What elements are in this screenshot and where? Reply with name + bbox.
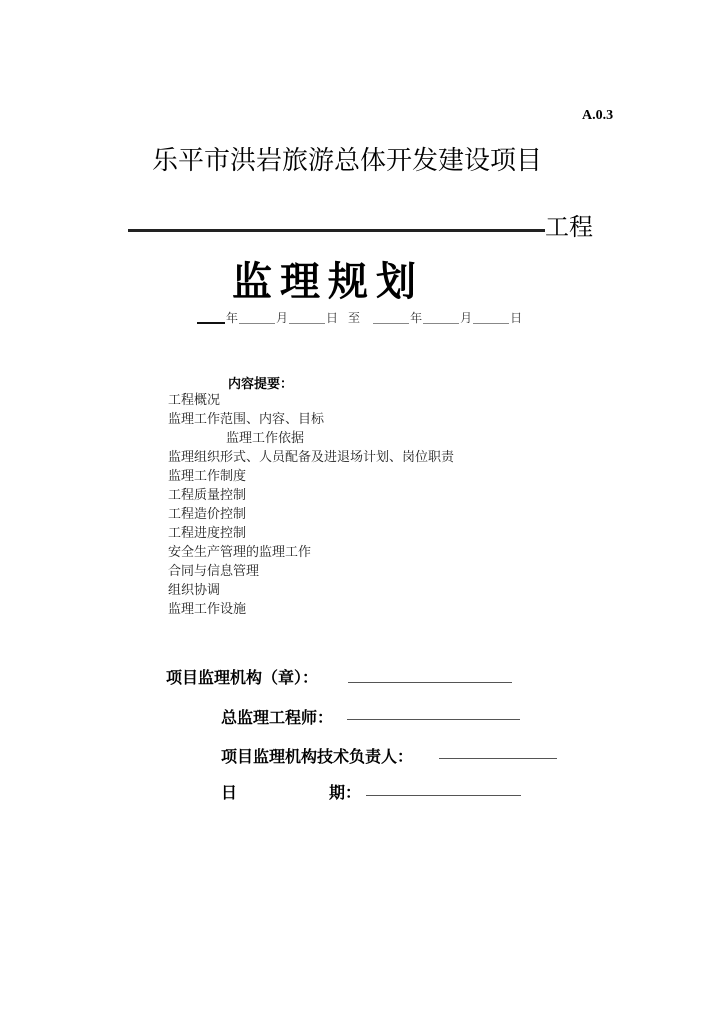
summary-item: 组织协调	[168, 583, 221, 598]
end-month-blank[interactable]	[423, 323, 459, 324]
summary-title: 内容提要：	[228, 377, 294, 392]
start-day-label: 日	[326, 311, 339, 325]
summary-item: 监理组织形式、人员配备及进退场计划、岗位职责	[168, 450, 455, 465]
org-seal-label: 项目监理机构（章）：	[166, 668, 319, 687]
start-day-blank[interactable]	[289, 323, 325, 324]
summary-item: 监理工作依据	[226, 431, 305, 446]
chief-engineer-label: 总监理工程师：	[221, 708, 334, 727]
summary-item: 监理工作设施	[168, 602, 247, 617]
start-month-blank[interactable]	[239, 323, 275, 324]
document-title: 监理规划	[232, 259, 424, 305]
summary-item: 工程进度控制	[168, 526, 247, 541]
summary-item: 合同与信息管理	[168, 564, 260, 579]
org-seal-blank[interactable]	[348, 682, 512, 683]
end-year-label: 年	[410, 311, 423, 325]
tech-lead-label: 项目监理机构技术负责人：	[221, 747, 414, 766]
summary-item: 监理工作制度	[168, 469, 247, 484]
to-label: 至	[348, 311, 361, 325]
date-label-period: 期：	[329, 783, 362, 802]
date-blank[interactable]	[366, 795, 521, 796]
start-year-label: 年	[226, 311, 239, 325]
summary-item: 工程造价控制	[168, 507, 247, 522]
tech-lead-blank[interactable]	[439, 758, 557, 759]
project-suffix: 工程	[545, 213, 593, 241]
project-name-blank-line[interactable]	[128, 229, 545, 232]
start-month-label: 月	[276, 311, 289, 325]
summary-item: 工程质量控制	[168, 488, 247, 503]
summary-list	[168, 391, 454, 619]
start-year-blank[interactable]	[197, 322, 225, 324]
date-label-day: 日	[221, 783, 238, 802]
end-year-blank[interactable]	[373, 323, 409, 324]
end-day-blank[interactable]	[473, 323, 509, 324]
end-day-label: 日	[510, 311, 523, 325]
summary-item: 安全生产管理的监理工作	[168, 545, 312, 560]
chief-engineer-blank[interactable]	[347, 719, 520, 720]
summary-item: 工程概况	[168, 393, 221, 408]
end-month-label: 月	[460, 311, 473, 325]
summary-item: 监理工作范围、内容、目标	[168, 412, 325, 427]
date-range-row	[196, 309, 522, 326]
form-code: A.0.3	[582, 108, 614, 123]
project-title: 乐平市洪岩旅游总体开发建设项目	[152, 146, 543, 176]
